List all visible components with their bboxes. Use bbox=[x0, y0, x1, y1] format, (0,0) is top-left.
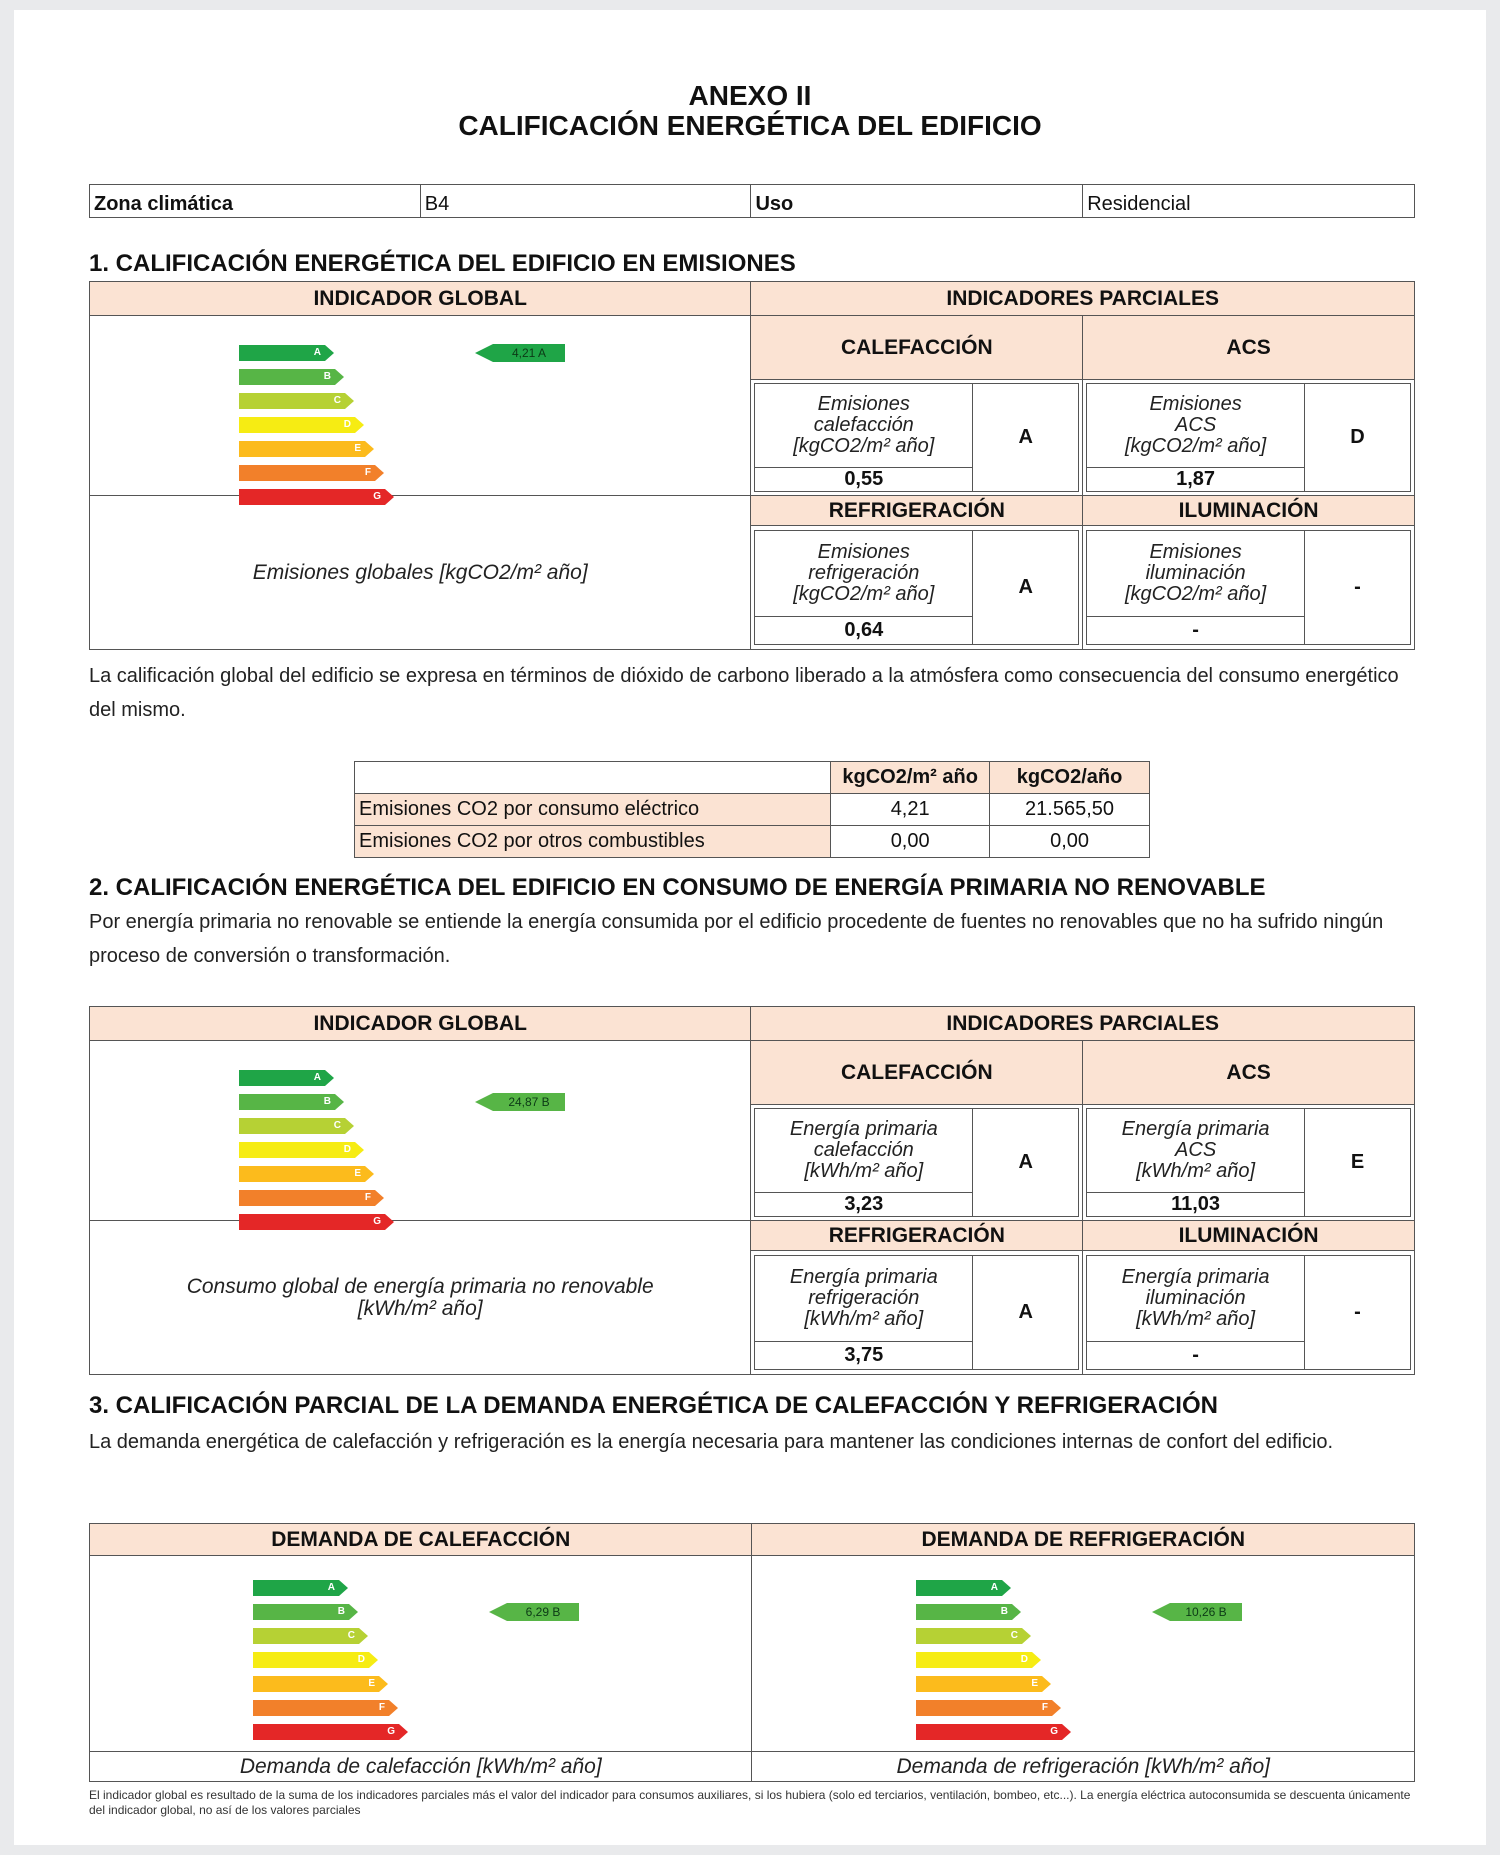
rating-bar-c: C bbox=[239, 393, 345, 409]
use-value: Residencial bbox=[1083, 185, 1415, 218]
heating-value-2: 3,23 bbox=[755, 1193, 973, 1217]
partial-indicators-header-2: INDICADORES PARCIALES bbox=[751, 1007, 1415, 1041]
heating-grade-2: A bbox=[973, 1109, 1079, 1217]
rating-bar-g: G bbox=[916, 1724, 1062, 1740]
cooling-grade: A bbox=[973, 531, 1079, 645]
emissions-energy-scale bbox=[239, 345, 639, 515]
acs-label: Emisiones ACS [kgCO2/m² año] bbox=[1087, 384, 1305, 468]
cooling-label-2: Energía primaria refrigeración [kWh/m² año] bbox=[755, 1256, 973, 1342]
cooling-cell bbox=[751, 526, 1083, 650]
co2-row2-v1: 0,00 bbox=[831, 826, 990, 858]
lighting-cell bbox=[1083, 526, 1415, 650]
annex-heading: ANEXO II bbox=[688, 80, 812, 111]
info-table bbox=[89, 184, 1415, 218]
rating-bar-e: E bbox=[253, 1676, 379, 1692]
rating-bar-c: C bbox=[916, 1628, 1022, 1644]
rating-bar-d: D bbox=[916, 1652, 1032, 1668]
acs-value-2: 11,03 bbox=[1087, 1193, 1305, 1217]
footnote: El indicador global es resultado de la suma de los indicadores parciales más el valor del indicador para consumos auxiliares, si los hubiera (solo ed terciarios, ventilación, bombeo, etc...). La energía eléctrica autoconsumida se descuenta únicamente del indicador global, no así de los valores parciales bbox=[89, 1788, 1411, 1817]
acs-grade: D bbox=[1305, 384, 1411, 492]
cooling-value: 0,64 bbox=[755, 617, 973, 645]
co2-row2-label: Emisiones CO2 por otros combustibles bbox=[355, 826, 831, 858]
heating-value: 0,55 bbox=[755, 468, 973, 492]
rating-bar-g: G bbox=[239, 489, 385, 505]
rating-bar-c: C bbox=[253, 1628, 359, 1644]
global-indicator-header-2: INDICADOR GLOBAL bbox=[90, 1007, 751, 1041]
global-caption-2: Consumo global de energía primaria no renovable [kWh/m² año] bbox=[90, 1221, 751, 1375]
primary-energy-scale bbox=[239, 1070, 639, 1240]
rating-bar-f: F bbox=[916, 1700, 1052, 1716]
acs-header-2: ACS bbox=[1083, 1041, 1415, 1105]
rating-bar-f: F bbox=[239, 465, 375, 481]
indicator-arrow bbox=[475, 1093, 493, 1111]
acs-label-2: Energía primaria ACS [kWh/m² año] bbox=[1087, 1109, 1305, 1193]
rating-indicator bbox=[475, 344, 565, 362]
co2-row1-v1: 4,21 bbox=[831, 794, 990, 826]
co2-col1-header: kgCO2/m² año bbox=[831, 762, 990, 794]
lighting-value-2: - bbox=[1087, 1342, 1305, 1370]
cooling-cell-2 bbox=[751, 1251, 1083, 1375]
global-caption: Emisiones globales [kgCO2/m² año] bbox=[90, 496, 751, 650]
rating-indicator bbox=[475, 1093, 565, 1111]
heating-grade: A bbox=[973, 384, 1079, 492]
lighting-cell-2 bbox=[1083, 1251, 1415, 1375]
section2-paragraph: Por energía primaria no renovable se entiende la energía consumida por el edificio procedente de fuentes no renovables que no ha sufrido ningún proceso de conversión o transformación. bbox=[89, 911, 1384, 967]
heating-header-2: CALEFACCIÓN bbox=[751, 1041, 1083, 1105]
zone-value: B4 bbox=[420, 185, 751, 218]
rating-bar-b: B bbox=[239, 369, 335, 385]
co2-row1-v2: 21.565,50 bbox=[990, 794, 1150, 826]
rating-bar-e: E bbox=[916, 1676, 1042, 1692]
acs-cell-2 bbox=[1083, 1105, 1415, 1221]
acs-value: 1,87 bbox=[1087, 468, 1305, 492]
heating-cell bbox=[751, 380, 1083, 496]
cooling-header: REFRIGERACIÓN bbox=[751, 496, 1083, 526]
section1-title: 1. CALIFICACIÓN ENERGÉTICA DEL EDIFICIO EN EMISIONES bbox=[89, 250, 796, 277]
lighting-label-2: Energía primaria iluminación [kWh/m² año] bbox=[1087, 1256, 1305, 1342]
document-title: CALIFICACIÓN ENERGÉTICA DEL EDIFICIO bbox=[458, 110, 1042, 141]
rating-bar-g: G bbox=[239, 1214, 385, 1230]
indicator-value: 24,87 B bbox=[493, 1093, 565, 1111]
rating-bar-b: B bbox=[239, 1094, 335, 1110]
lighting-grade-2: - bbox=[1305, 1256, 1411, 1370]
lighting-label: Emisiones iluminación [kgCO2/m² año] bbox=[1087, 531, 1305, 617]
rating-bar-a: A bbox=[239, 1070, 325, 1086]
lighting-value: - bbox=[1087, 617, 1305, 645]
heating-demand-caption: Demanda de calefacción [kWh/m² año] bbox=[90, 1752, 752, 1782]
acs-grade-2: E bbox=[1305, 1109, 1411, 1217]
rating-bar-d: D bbox=[239, 1142, 355, 1158]
section2-title: 2. CALIFICACIÓN ENERGÉTICA DEL EDIFICIO EN CONSUMO DE ENERGÍA PRIMARIA NO RENOVABLE bbox=[89, 874, 1266, 901]
co2-row1-label: Emisiones CO2 por consumo eléctrico bbox=[355, 794, 831, 826]
rating-bar-g: G bbox=[253, 1724, 399, 1740]
rating-bar-b: B bbox=[916, 1604, 1012, 1620]
rating-bar-d: D bbox=[239, 417, 355, 433]
rating-bar-f: F bbox=[253, 1700, 389, 1716]
cooling-demand-scale bbox=[916, 1580, 1276, 1740]
rating-bar-a: A bbox=[253, 1580, 339, 1596]
cooling-demand-caption: Demanda de refrigeración [kWh/m² año] bbox=[752, 1752, 1415, 1782]
cooling-grade-2: A bbox=[973, 1256, 1079, 1370]
lighting-header: ILUMINACIÓN bbox=[1083, 496, 1415, 526]
heating-demand-scale bbox=[253, 1580, 613, 1740]
section3-title: 3. CALIFICACIÓN PARCIAL DE LA DEMANDA ENERGÉTICA DE CALEFACCIÓN Y REFRIGERACIÓN bbox=[89, 1392, 1218, 1419]
global-indicator-header: INDICADOR GLOBAL bbox=[90, 282, 751, 316]
use-label: Uso bbox=[751, 185, 1083, 218]
co2-row2-v2: 0,00 bbox=[990, 826, 1150, 858]
rating-bar-d: D bbox=[253, 1652, 369, 1668]
rating-bar-a: A bbox=[916, 1580, 1002, 1596]
lighting-grade: - bbox=[1305, 531, 1411, 645]
rating-bar-e: E bbox=[239, 1166, 365, 1182]
indicator-arrow bbox=[1152, 1603, 1170, 1621]
zone-label: Zona climática bbox=[90, 185, 421, 218]
rating-indicator bbox=[1152, 1603, 1242, 1621]
heating-cell-2 bbox=[751, 1105, 1083, 1221]
co2-emissions-table bbox=[354, 761, 1150, 858]
indicator-value: 6,29 B bbox=[507, 1603, 579, 1621]
rating-indicator bbox=[489, 1603, 579, 1621]
heating-demand-header: DEMANDA DE CALEFACCIÓN bbox=[90, 1524, 752, 1556]
heating-label: Emisiones calefacción [kgCO2/m² año] bbox=[755, 384, 973, 468]
indicator-value: 10,26 B bbox=[1170, 1603, 1242, 1621]
rating-bar-c: C bbox=[239, 1118, 345, 1134]
indicator-value: 4,21 A bbox=[493, 344, 565, 362]
rating-bar-f: F bbox=[239, 1190, 375, 1206]
rating-bar-a: A bbox=[239, 345, 325, 361]
lighting-header-2: ILUMINACIÓN bbox=[1083, 1221, 1415, 1251]
heating-label-2: Energía primaria calefacción [kWh/m² año] bbox=[755, 1109, 973, 1193]
section1-paragraph: La calificación global del edificio se expresa en términos de dióxido de carbono liberado a la atmósfera como consecuencia del consumo energético del mismo. bbox=[89, 665, 1399, 721]
cooling-value-2: 3,75 bbox=[755, 1342, 973, 1370]
cooling-label: Emisiones refrigeración [kgCO2/m² año] bbox=[755, 531, 973, 617]
acs-cell bbox=[1083, 380, 1415, 496]
partial-indicators-header: INDICADORES PARCIALES bbox=[751, 282, 1415, 316]
indicator-arrow bbox=[489, 1603, 507, 1621]
rating-bar-b: B bbox=[253, 1604, 349, 1620]
indicator-arrow bbox=[475, 344, 493, 362]
rating-bar-e: E bbox=[239, 441, 365, 457]
section3-paragraph: La demanda energética de calefacción y refrigeración es la energía necesaria para mantener las condiciones internas de confort del edificio. bbox=[89, 1431, 1334, 1453]
acs-header: ACS bbox=[1083, 316, 1415, 380]
cooling-demand-header: DEMANDA DE REFRIGERACIÓN bbox=[752, 1524, 1415, 1556]
co2-col2-header: kgCO2/año bbox=[990, 762, 1150, 794]
heating-header: CALEFACCIÓN bbox=[751, 316, 1083, 380]
cooling-header-2: REFRIGERACIÓN bbox=[751, 1221, 1083, 1251]
